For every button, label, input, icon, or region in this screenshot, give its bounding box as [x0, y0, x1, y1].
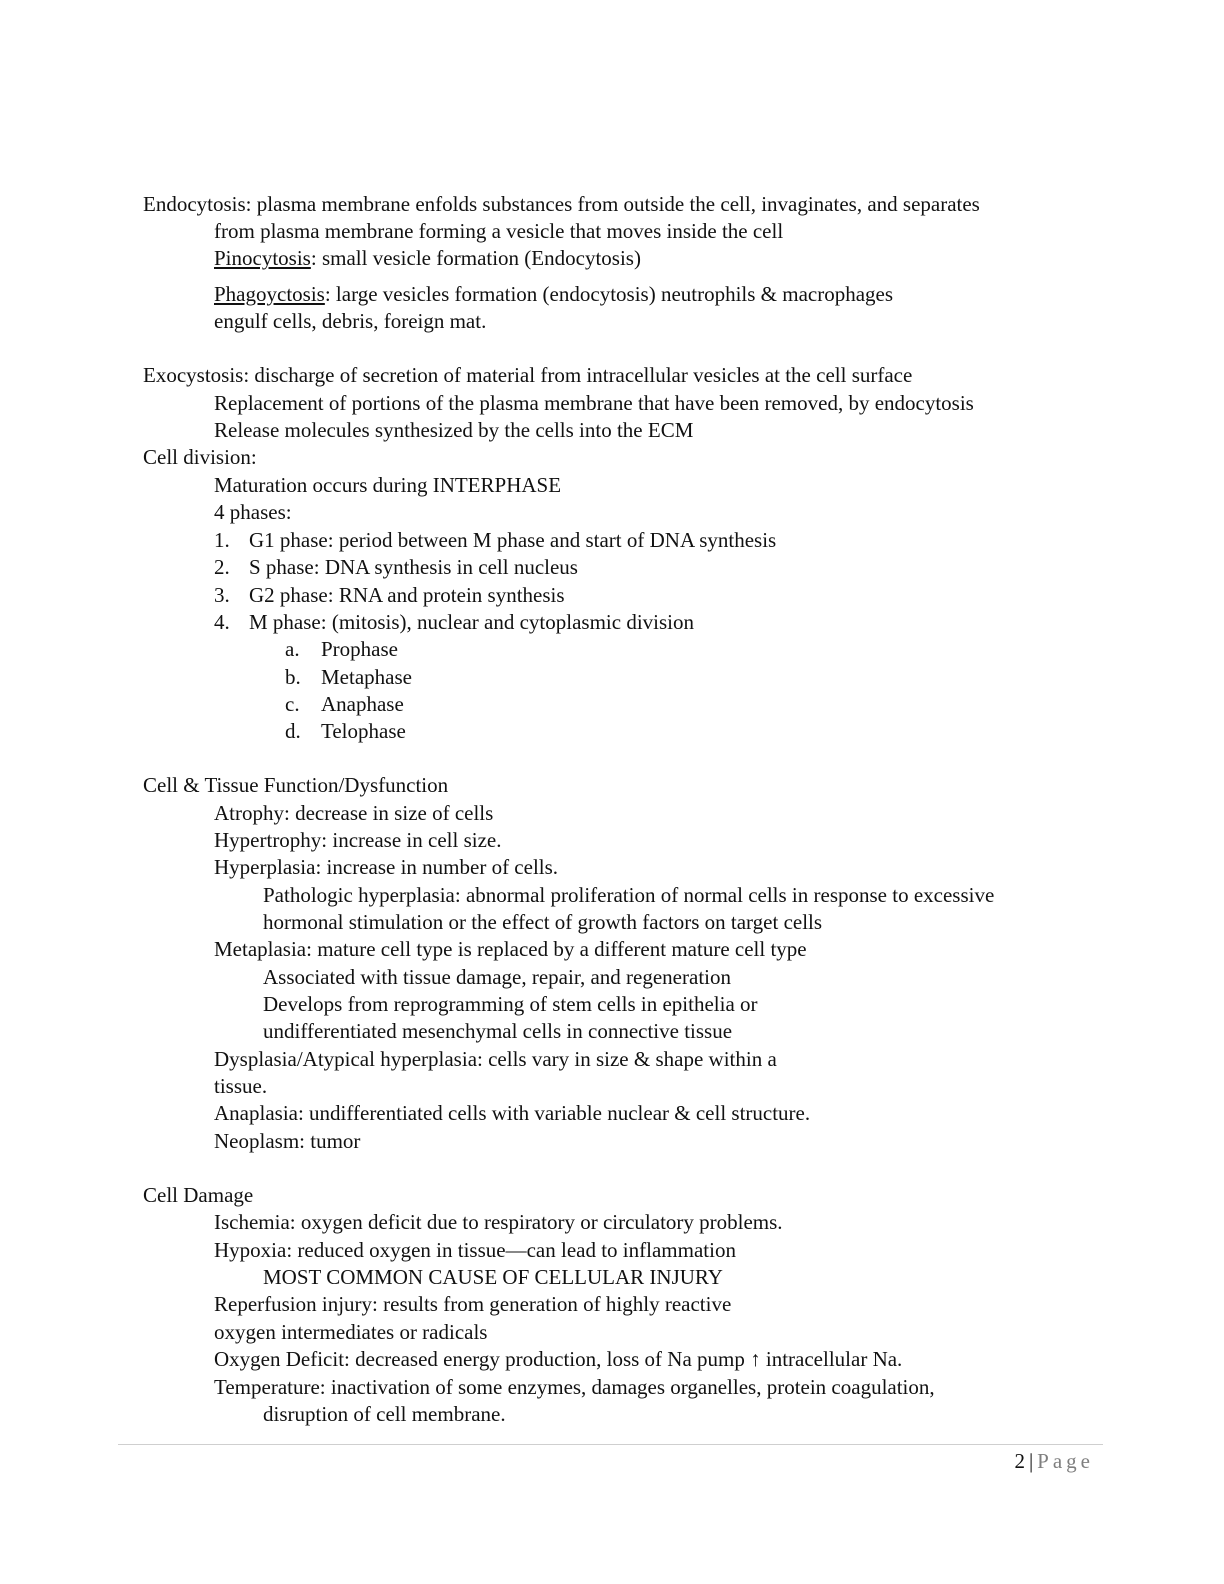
endocytosis-definition-cont: from plasma membrane forming a vesicle that moves inside the cell: [214, 219, 784, 243]
mitosis-phase: Telophase: [321, 719, 406, 743]
dysplasia-text: Dysplasia/Atypical hyperplasia: cells vary in size & shape within a: [214, 1047, 777, 1071]
page-number: 2: [1014, 1449, 1025, 1473]
phase-text: G2 phase: RNA and protein synthesis: [249, 583, 565, 607]
exocytosis-point-2: Release molecules synthesized by the cells into the ECM: [214, 418, 694, 442]
hyperplasia-text: Hyperplasia: increase in number of cells.: [214, 855, 559, 879]
phase-number: 4.: [214, 610, 230, 634]
hypertrophy-text: Hypertrophy: increase in cell size.: [214, 828, 502, 852]
pinocytosis-text: : small vesicle formation (Endocytosis): [310, 246, 641, 270]
temperature-text-cont: disruption of cell membrane.: [263, 1402, 506, 1426]
footer-separator: |: [1028, 1449, 1034, 1473]
endocytosis-definition: Endocytosis: plasma membrane enfolds substances from outside the cell, invaginates, and separates: [143, 192, 980, 216]
cell-division-heading: Cell division:: [143, 445, 257, 469]
neoplasm-text: Neoplasm: tumor: [214, 1129, 361, 1153]
pinocytosis-term: Pinocytosis: [214, 246, 311, 270]
metaplasia-detail-1: Associated with tissue damage, repair, and regeneration: [263, 965, 731, 989]
phagocytosis-text-cont: engulf cells, debris, foreign mat.: [214, 309, 487, 333]
pathologic-hyperplasia-text: Pathologic hyperplasia: abnormal proliferation of normal cells in response to excessive: [263, 883, 995, 907]
exocytosis-definition: Exocystosis: discharge of secretion of material from intracellular vesicles at the cell surface: [143, 363, 913, 387]
mitosis-letter: c.: [285, 692, 300, 716]
metaplasia-detail-2: Develops from reprogramming of stem cells in epithelia or: [263, 992, 758, 1016]
oxygen-deficit-text: Oxygen Deficit: decreased energy production, loss of Na pump ↑ intracellular Na.: [214, 1347, 903, 1371]
hypoxia-text: Hypoxia: reduced oxygen in tissue—can lead to inflammation: [214, 1238, 736, 1262]
cell-damage-heading: Cell Damage: [143, 1183, 254, 1207]
ischemia-text: Ischemia: oxygen deficit due to respiratory or circulatory problems.: [214, 1210, 783, 1234]
reperfusion-text-cont: oxygen intermediates or radicals: [214, 1320, 488, 1344]
mitosis-letter: d.: [285, 719, 301, 743]
phase-number: 2.: [214, 555, 230, 579]
mitosis-letter: a.: [285, 637, 300, 661]
phase-number: 3.: [214, 583, 230, 607]
phagocytosis-term: Phagoyctosis: [214, 282, 325, 306]
dysplasia-text-cont: tissue.: [214, 1074, 268, 1098]
tissue-function-heading: Cell & Tissue Function/Dysfunction: [143, 773, 449, 797]
phase-number: 1.: [214, 528, 230, 552]
page-footer: [1014, 1448, 1094, 1475]
mitosis-phase: Prophase: [321, 637, 398, 661]
temperature-text: Temperature: inactivation of some enzymes, damages organelles, protein coagulation,: [214, 1375, 935, 1399]
phase-text: S phase: DNA synthesis in cell nucleus: [249, 555, 578, 579]
mitosis-phase: Metaphase: [321, 665, 412, 689]
hypoxia-note: MOST COMMON CAUSE OF CELLULAR INJURY: [263, 1265, 723, 1289]
phase-text: M phase: (mitosis), nuclear and cytoplasmic division: [249, 610, 694, 634]
pathologic-hyperplasia-cont: hormonal stimulation or the effect of growth factors on target cells: [263, 910, 823, 934]
maturation-text: Maturation occurs during INTERPHASE: [214, 473, 562, 497]
mitosis-letter: b.: [285, 665, 301, 689]
page-label: Page: [1037, 1449, 1094, 1473]
metaplasia-detail-3: undifferentiated mesenchymal cells in connective tissue: [263, 1019, 733, 1043]
phagocytosis-text: : large vesicles formation (endocytosis) neutrophils & macrophages: [324, 282, 894, 306]
phases-label: 4 phases:: [214, 500, 292, 524]
phase-text: G1 phase: period between M phase and start of DNA synthesis: [249, 528, 777, 552]
footer-divider: [118, 1444, 1103, 1445]
metaplasia-text: Metaplasia: mature cell type is replaced by a different mature cell type: [214, 937, 807, 961]
anaplasia-text: Anaplasia: undifferentiated cells with variable nuclear & cell structure.: [214, 1101, 811, 1125]
pinocytosis-item: [214, 245, 641, 272]
reperfusion-text: Reperfusion injury: results from generation of highly reactive: [214, 1292, 732, 1316]
mitosis-phase: Anaphase: [321, 692, 404, 716]
exocytosis-point-1: Replacement of portions of the plasma membrane that have been removed, by endocytosis: [214, 391, 974, 415]
phagocytosis-item: [214, 281, 893, 308]
atrophy-text: Atrophy: decrease in size of cells: [214, 801, 494, 825]
